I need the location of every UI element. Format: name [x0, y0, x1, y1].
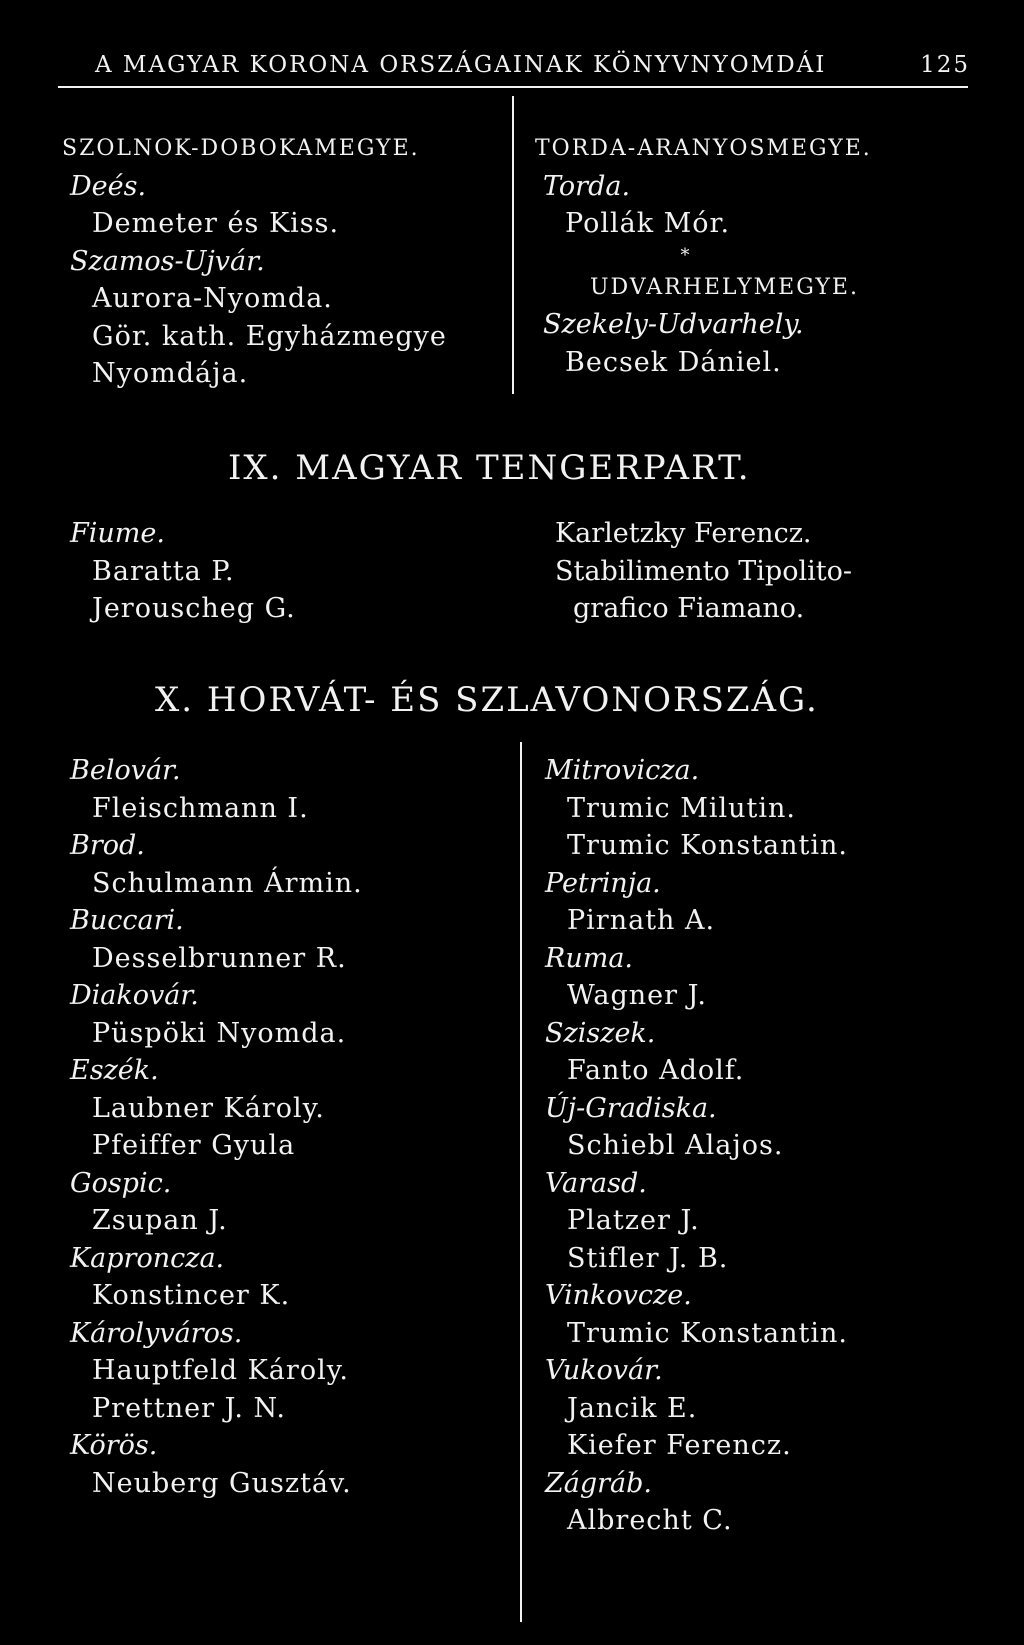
place-name: Vukovár.: [545, 1355, 663, 1386]
printer-entry: Jerouscheg G.: [92, 593, 296, 624]
place-name: Új-Gradiska.: [545, 1092, 717, 1124]
printer-entry: Schulmann Ármin.: [92, 867, 363, 899]
section-title-ix: IX. MAGYAR TENGERPART.: [228, 448, 751, 488]
printer-entry: Fleischmann I.: [92, 792, 309, 824]
header-rule: [58, 86, 968, 88]
page-header: [90, 48, 970, 84]
column-divider-bottom: [520, 742, 522, 1622]
place-name: Gospic.: [70, 1167, 172, 1199]
printer-entry: Stifler J. B.: [567, 1242, 729, 1274]
printer-entry: Konstincer K.: [92, 1280, 291, 1311]
printer-entry: Laubner Károly.: [92, 1092, 325, 1124]
place-name: Ruma.: [545, 942, 634, 974]
printer-entry: Fanto Adolf.: [567, 1055, 745, 1086]
place-name: Zágráb.: [545, 1467, 653, 1499]
printer-entry: Püspöki Nyomda.: [92, 1017, 347, 1049]
page-number: 125: [920, 52, 970, 78]
running-title: A MAGYAR KORONA ORSZÁGAINAK KÖNYVNYOMDÁI: [95, 52, 827, 78]
section-ix-left: [62, 515, 296, 628]
printer-entry: Albrecht C.: [567, 1505, 733, 1536]
place-name: Deés.: [70, 170, 147, 202]
place-name: Kaproncza.: [70, 1242, 225, 1274]
printer-entry: Demeter és Kiss.: [92, 208, 340, 239]
place-name: Vinkovcze.: [545, 1280, 692, 1311]
printer-entry: Pirnath A.: [567, 905, 716, 936]
printer-entry: Platzer J.: [567, 1205, 700, 1236]
column-divider-top: [512, 96, 514, 394]
section-x-left-column: [62, 752, 363, 1502]
printer-entry: Becsek Dániel.: [565, 346, 782, 378]
printer-entry: Pollák Mór.: [565, 208, 731, 239]
printer-entry: Zsupan J.: [92, 1205, 228, 1236]
printer-entry: Trumic Milutin.: [567, 792, 797, 824]
place-name: Sziszek.: [545, 1017, 656, 1049]
place-name: Petrinja.: [545, 867, 661, 899]
county-heading: SZOLNOK-DOBOKAMEGYE.: [62, 136, 420, 161]
section-ix-right: [555, 515, 852, 628]
place-name: Eszék.: [70, 1055, 159, 1086]
printer-entry: grafico Fiamano.: [573, 593, 805, 624]
printer-entry: Pfeiffer Gyula: [92, 1130, 296, 1161]
place-name: Szekely-Udvarhely.: [543, 309, 804, 340]
place-name: Fiume.: [70, 518, 165, 549]
printer-entry: Trumic Konstantin.: [567, 830, 848, 861]
printer-entry: Trumic Konstantin.: [567, 1317, 848, 1349]
place-name: Brod.: [70, 830, 145, 861]
top-right-column: [535, 130, 872, 381]
top-left-column: [62, 130, 447, 393]
printer-entry: Wagner J.: [567, 980, 707, 1011]
printer-entry: Stabilimento Tipolito-: [555, 555, 852, 587]
printer-entry: Hauptfeld Károly.: [92, 1355, 349, 1386]
place-name: Mitrovicza.: [545, 755, 700, 786]
place-name: Belovár.: [70, 755, 181, 786]
printer-entry: Karletzky Ferencz.: [555, 518, 812, 549]
printer-entry: Aurora-Nyomda.: [92, 283, 333, 314]
printer-entry: Nyomdája.: [92, 358, 249, 389]
printer-entry: Baratta P.: [92, 555, 235, 587]
place-name: Körös.: [70, 1430, 158, 1461]
printer-entry: Kiefer Ferencz.: [567, 1430, 792, 1461]
printer-entry: Schiebl Alajos.: [567, 1130, 784, 1161]
place-name: Varasd.: [545, 1167, 647, 1199]
place-name: Diakovár.: [70, 980, 199, 1011]
place-name: Károlyváros.: [70, 1317, 243, 1349]
printer-entry: Desselbrunner R.: [92, 942, 347, 974]
county-heading: TORDA-ARANYOSMEGYE.: [535, 136, 872, 161]
printer-entry: Prettner J. N.: [92, 1392, 286, 1424]
place-name: Torda.: [543, 170, 631, 202]
section-x-right-column: [537, 752, 848, 1540]
section-title-x: X. HORVÁT- ÉS SZLAVONORSZÁG.: [155, 680, 819, 720]
place-name: Buccari.: [70, 905, 184, 936]
printer-entry: Gör. kath. Egyházmegye: [92, 320, 447, 352]
separator-star: *: [680, 244, 690, 266]
county-heading: UDVARHELYMEGYE.: [590, 274, 859, 300]
printer-entry: Neuberg Gusztáv.: [92, 1467, 352, 1499]
place-name: Szamos-Ujvár.: [70, 245, 265, 277]
printer-entry: Jancik E.: [567, 1392, 698, 1424]
